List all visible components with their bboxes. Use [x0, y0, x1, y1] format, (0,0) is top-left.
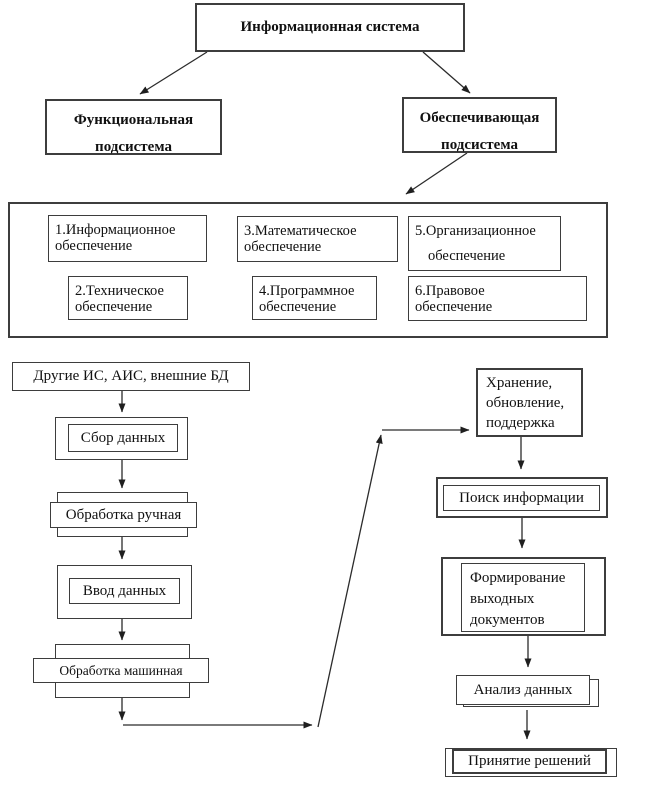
support-item-6-line1: 6.Правовое — [415, 283, 485, 299]
providing-line2: подсистема — [441, 137, 518, 153]
arrow-diagonal-up — [318, 435, 381, 727]
functional-line2: подсистема — [95, 139, 172, 155]
support-item-4-line1: 4.Программное — [259, 283, 355, 299]
output-documents-line2: выходных — [470, 591, 535, 607]
functional-subsystem-box — [45, 99, 222, 155]
support-item-1 — [48, 215, 207, 262]
root-system-box — [195, 3, 465, 52]
support-item-4-line2: обеспечение — [259, 299, 337, 315]
output-documents-line1: Формирование — [470, 570, 566, 586]
info-search-box — [436, 477, 608, 518]
external-sources-box — [12, 362, 250, 391]
decision-making-box — [452, 749, 607, 774]
data-analysis-label: Анализ данных — [473, 681, 573, 698]
output-documents-inner-box — [461, 563, 585, 632]
machine-processing-label: Обработка машинная — [59, 662, 183, 678]
output-documents-line3: документов — [470, 612, 545, 628]
storage-box — [476, 368, 583, 437]
support-item-3-line1: 3.Математическое — [244, 223, 357, 239]
data-analysis-box — [456, 675, 590, 705]
support-item-5 — [408, 216, 561, 271]
support-item-3 — [237, 216, 398, 262]
providing-subsystem-box — [402, 97, 557, 153]
manual-processing-box — [50, 502, 197, 528]
support-item-1-line2: обеспечение — [55, 238, 133, 254]
external-sources-label: Другие ИС, АИС, внешние БД — [33, 368, 229, 384]
support-item-1-line1: 1.Информационное — [55, 222, 176, 238]
storage-line3: поддержка — [486, 415, 555, 431]
output-documents-box — [441, 557, 606, 636]
storage-line1: Хранение, — [486, 375, 553, 391]
machine-processing-box — [33, 658, 209, 683]
support-item-2 — [68, 276, 188, 320]
info-search-inner-box — [443, 485, 600, 511]
storage-line2: обновление, — [486, 395, 565, 411]
support-item-3-line2: обеспечение — [244, 239, 322, 255]
data-input-inner-box — [69, 578, 180, 604]
info-search-label: Поиск информации — [459, 489, 584, 506]
providing-line1: Обеспечивающая — [419, 110, 540, 126]
support-item-4 — [252, 276, 377, 320]
support-item-2-line1: 2.Техническое — [75, 283, 164, 299]
arrow-root-to-functional — [140, 52, 207, 94]
data-input-label: Ввод данных — [82, 582, 167, 599]
support-item-6-line2: обеспечение — [415, 299, 493, 315]
support-item-6 — [408, 276, 587, 321]
support-item-2-line2: обеспечение — [75, 299, 153, 315]
functional-line1: Функциональная — [73, 112, 194, 128]
decision-making-label: Принятие решений — [468, 753, 591, 769]
support-item-5-line1: 5.Организационное — [415, 223, 536, 239]
arrow-root-to-providing — [423, 52, 470, 93]
manual-processing-label: Обработка ручная — [65, 506, 182, 523]
data-collection-box — [55, 417, 188, 460]
data-input-box — [57, 565, 192, 619]
data-collection-inner-box — [68, 424, 178, 452]
support-item-5-line2: обеспечение — [428, 248, 506, 264]
decision-making-back-box — [445, 748, 617, 777]
data-collection-label: Сбор данных — [80, 429, 166, 446]
arrow-providing-to-support — [406, 153, 467, 194]
root-system-label: Информационная система — [240, 19, 420, 35]
